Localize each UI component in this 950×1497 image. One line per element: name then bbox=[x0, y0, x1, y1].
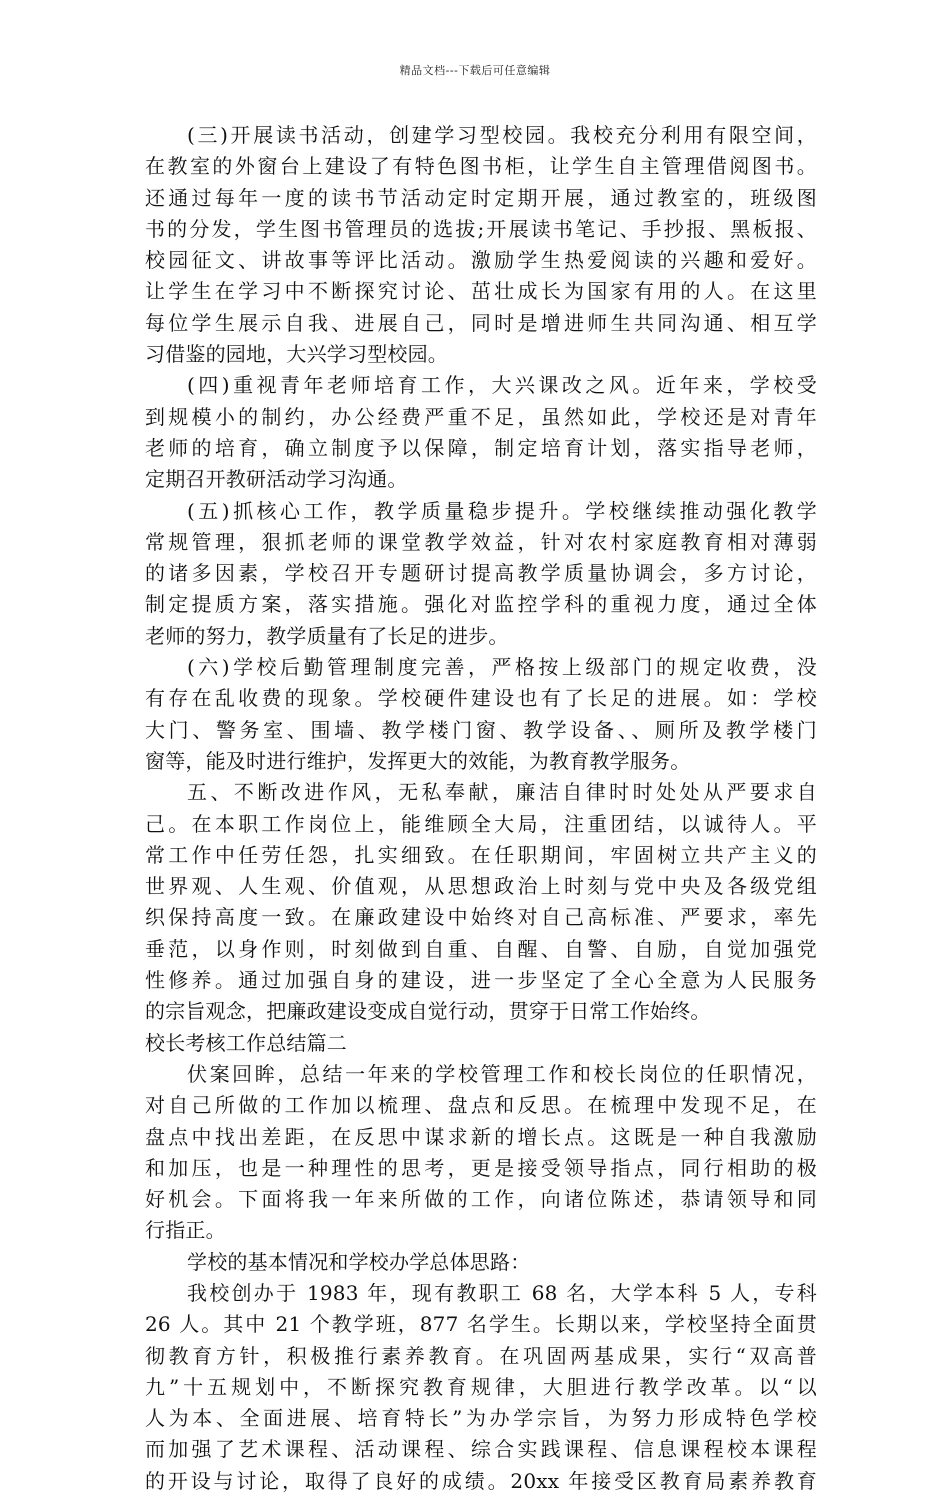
text-line: 彻教育方针，积极推行素养教育。在巩固两基成果，实行“双高普 bbox=[145, 1343, 817, 1368]
text-line: (三)开展读书活动，创建学习型校园。我校充分利用有限空间， bbox=[187, 123, 817, 147]
text-line: 对自己所做的工作加以梳理、盘点和反思。在梳理中发现不足，在 bbox=[145, 1093, 817, 1118]
text-line: 制定提质方案，落实措施。强化对监控学科的重视力度，通过全体 bbox=[145, 592, 817, 617]
text-line: 到规模小的制约，办公经费严重不足，虽然如此，学校还是对青年 bbox=[145, 404, 817, 429]
text-line: 和加压，也是一种理性的思考，更是接受领导指点，同行相助的极 bbox=[145, 1155, 817, 1180]
text-line: 五、不断改进作风，无私奉献，廉洁自律时时处处从严要求自 bbox=[187, 780, 817, 805]
text-line: (四)重视青年老师培育工作，大兴课改之风。近年来，学校受 bbox=[187, 373, 817, 398]
text-line: 让学生在学习中不断探究讨论、茁壮成长为国家有用的人。在这里 bbox=[145, 279, 817, 304]
text-line: 垂范，以身作则，时刻做到自重、自醒、自警、自励，自觉加强党 bbox=[145, 936, 817, 961]
text-line: 世界观、人生观、价值观，从思想政治上时刻与党中央及各级党组 bbox=[145, 874, 817, 899]
text-line: 老师的培育，确立制度予以保障，制定培育计划，落实指导老师， bbox=[145, 435, 817, 460]
text-line: 大门、警务室、围墙、教学楼门窗、教学设备、、厕所及教学楼门 bbox=[145, 717, 817, 742]
text-line: 习借鉴的园地，大兴学习型校园。 bbox=[145, 342, 448, 367]
text-line: 老师的努力，教学质量有了长足的进步。 bbox=[145, 623, 509, 648]
text-line: 的诸多因素，学校召开专题研讨提高教学质量协调会，多方讨论， bbox=[145, 561, 817, 586]
text-line: 窗等，能及时进行维护，发挥更大的效能，为教育教学服务。 bbox=[145, 748, 691, 773]
text-line: 校长考核工作总结篇二 bbox=[145, 1030, 347, 1055]
text-line: 学校的基本情况和学校办学总体思路： bbox=[187, 1249, 531, 1274]
text-line: 定期召开教研活动学习沟通。 bbox=[145, 467, 408, 492]
text-line: 常规管理，狠抓老师的课堂教学效益，针对农村家庭教育相对薄弱 bbox=[145, 529, 817, 554]
text-line: 26 人。其中 21 个教学班，877 名学生。长期以来，学校坚持全面贯 bbox=[145, 1312, 817, 1337]
page-header: 精品文档---下载后可任意编辑 bbox=[399, 64, 551, 77]
text-line: 校园征文、讲故事等评比活动。激励学生热爱阅读的兴趣和爱好。 bbox=[145, 248, 817, 273]
text-line: 行指正。 bbox=[145, 1218, 226, 1243]
text-line: 而加强了艺术课程、活动课程、综合实践课程、信息课程校本课程 bbox=[145, 1437, 817, 1462]
text-line: 九”十五规划中，不断探究教育规律，大胆进行教学改革。以“以 bbox=[145, 1374, 817, 1399]
text-line: 还通过每年一度的读书节活动定时定期开展，通过教室的，班级图 bbox=[145, 185, 817, 210]
text-line: 伏案回眸，总结一年来的学校管理工作和校长岗位的任职情况， bbox=[187, 1061, 817, 1086]
text-line: 常工作中任劳任怨，扎实细致。在任职期间，牢固树立共产主义的 bbox=[145, 842, 817, 867]
text-line: 的宗旨观念，把廉政建设变成自觉行动，贯穿于日常工作始终。 bbox=[145, 999, 711, 1024]
text-line: 织保持高度一致。在廉政建设中始终对自己高标准、严要求，率先 bbox=[145, 905, 817, 930]
text-line: 性修养。通过加强自身的建设，进一步坚定了全心全意为人民服务 bbox=[145, 968, 817, 993]
text-line: 有存在乱收费的现象。学校硬件建设也有了长足的进展。如：学校 bbox=[145, 686, 817, 711]
text-line: (五)抓核心工作，教学质量稳步提升。学校继续推动强化教学 bbox=[187, 498, 817, 523]
text-line: 书的分发，学生图书管理员的选拔;开展读书笔记、手抄报、黑板报、 bbox=[145, 216, 817, 241]
text-line: 盘点中找出差距，在反思中谋求新的增长点。这既是一种自我激励 bbox=[145, 1124, 817, 1149]
text-line: 己。在本职工作岗位上，能维顾全大局，注重团结，以诚待人。平 bbox=[145, 811, 817, 836]
text-line: (六)学校后勤管理制度完善，严格按上级部门的规定收费，没 bbox=[187, 655, 817, 680]
text-line: 每位学生展示自我、进展自己，同时是增进师生共同沟通、相互学 bbox=[145, 310, 817, 335]
text-line: 我校创办于 1983 年，现有教职工 68 名，大学本科 5 人，专科 bbox=[187, 1280, 817, 1305]
text-line: 的开设与讨论，取得了良好的成绩。20xx 年接受区教育局素养教育 bbox=[145, 1468, 817, 1493]
text-line: 在教室的外窗台上建设了有特色图书柜，让学生自主管理借阅图书。 bbox=[145, 154, 817, 179]
text-line: 人为本、全面进展、培育特长”为办学宗旨，为努力形成特色学校 bbox=[145, 1406, 817, 1431]
document-body bbox=[145, 120, 817, 1497]
text-line: 好机会。下面将我一年来所做的工作，向诸位陈述，恭请领导和同 bbox=[145, 1187, 817, 1212]
